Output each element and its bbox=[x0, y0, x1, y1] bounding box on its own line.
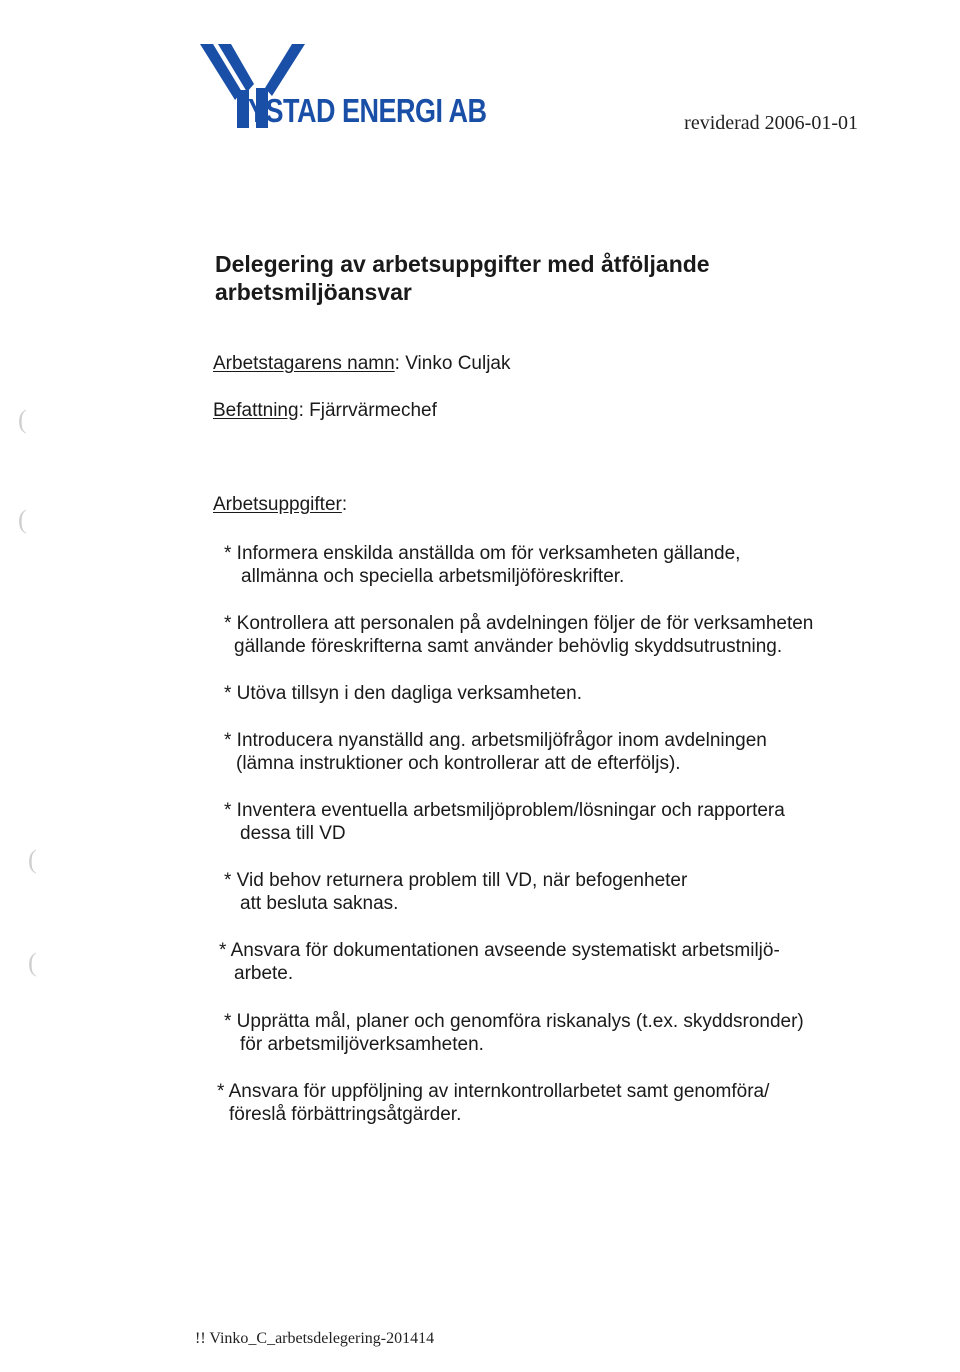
task-line-1: * Utöva tillsyn i den dagliga verksamheten. bbox=[224, 683, 583, 704]
position-label: Befattning bbox=[213, 400, 299, 421]
employee-name-field bbox=[213, 352, 511, 376]
tasks-colon: : bbox=[341, 494, 348, 515]
task-line-1: * Informera enskilda anställda om för verksamheten gällande, bbox=[224, 543, 741, 564]
task-line-1: * Ansvara för uppföljning av internkontrollarbetet samt genomföra/ bbox=[217, 1081, 770, 1102]
task-item bbox=[224, 542, 740, 588]
task-line-1: * Upprätta mål, planer och genomföra riskanalys (t.ex. skyddsronder) bbox=[224, 1011, 804, 1032]
task-line-2: allmänna och speciella arbetsmiljöföreskrifter. bbox=[241, 566, 625, 587]
task-item bbox=[224, 1010, 804, 1056]
scan-margin-mark: ( bbox=[28, 948, 37, 977]
task-item bbox=[224, 799, 785, 845]
task-line-2: (lämna instruktioner och kontrollerar att de efterföljs). bbox=[236, 753, 681, 774]
footer-filename: !! Vinko_C_arbetsdelegering-201414 bbox=[195, 1330, 435, 1347]
task-item bbox=[224, 729, 767, 775]
task-line-2: föreslå förbättringsåtgärder. bbox=[229, 1104, 462, 1125]
task-line-2: arbete. bbox=[234, 963, 294, 984]
task-line-2: för arbetsmiljöverksamheten. bbox=[240, 1034, 484, 1055]
task-line-1: * Vid behov returnera problem till VD, när befogenheter bbox=[224, 870, 688, 891]
task-item bbox=[217, 1080, 769, 1126]
task-line-2: gällande föreskrifterna samt använder behövlig skyddsutrustning. bbox=[234, 636, 783, 657]
task-item bbox=[224, 612, 813, 658]
employee-name-value: : Vinko Culjak bbox=[394, 353, 511, 374]
title-line-2: arbetsmiljöansvar bbox=[215, 279, 412, 305]
revision-date: reviderad 2006-01-01 bbox=[684, 112, 858, 134]
position-value: : Fjärrvärmechef bbox=[298, 400, 437, 421]
scan-margin-mark: ( bbox=[18, 505, 27, 534]
position-field bbox=[213, 399, 437, 423]
tasks-label: Arbetsuppgifter bbox=[213, 494, 342, 515]
tasks-heading bbox=[213, 493, 347, 517]
task-line-1: * Kontrollera att personalen på avdelningen följer de för verksamheten bbox=[224, 613, 814, 634]
scan-margin-mark: ( bbox=[28, 845, 37, 874]
scan-margin-mark: ( bbox=[18, 405, 27, 434]
task-item bbox=[224, 869, 687, 915]
task-item bbox=[224, 682, 582, 705]
task-item bbox=[219, 939, 780, 985]
task-line-2: att besluta saknas. bbox=[240, 893, 399, 914]
company-logo bbox=[196, 40, 486, 132]
task-line-1: * Ansvara för dokumentationen avseende systematiskt arbetsmiljö- bbox=[219, 940, 780, 961]
task-line-1: * Introducera nyanställd ang. arbetsmiljöfrågor inom avdelningen bbox=[224, 730, 767, 751]
document-title bbox=[215, 250, 835, 306]
task-line-1: * Inventera eventuella arbetsmiljöproblem/lösningar och rapportera bbox=[224, 800, 785, 821]
task-line-2: dessa till VD bbox=[240, 823, 346, 844]
employee-name-label: Arbetstagarens namn bbox=[213, 353, 395, 374]
logo-text: YSTAD ENERGI AB bbox=[248, 92, 487, 130]
title-line-1: Delegering av arbetsuppgifter med åtföljande bbox=[215, 251, 710, 277]
